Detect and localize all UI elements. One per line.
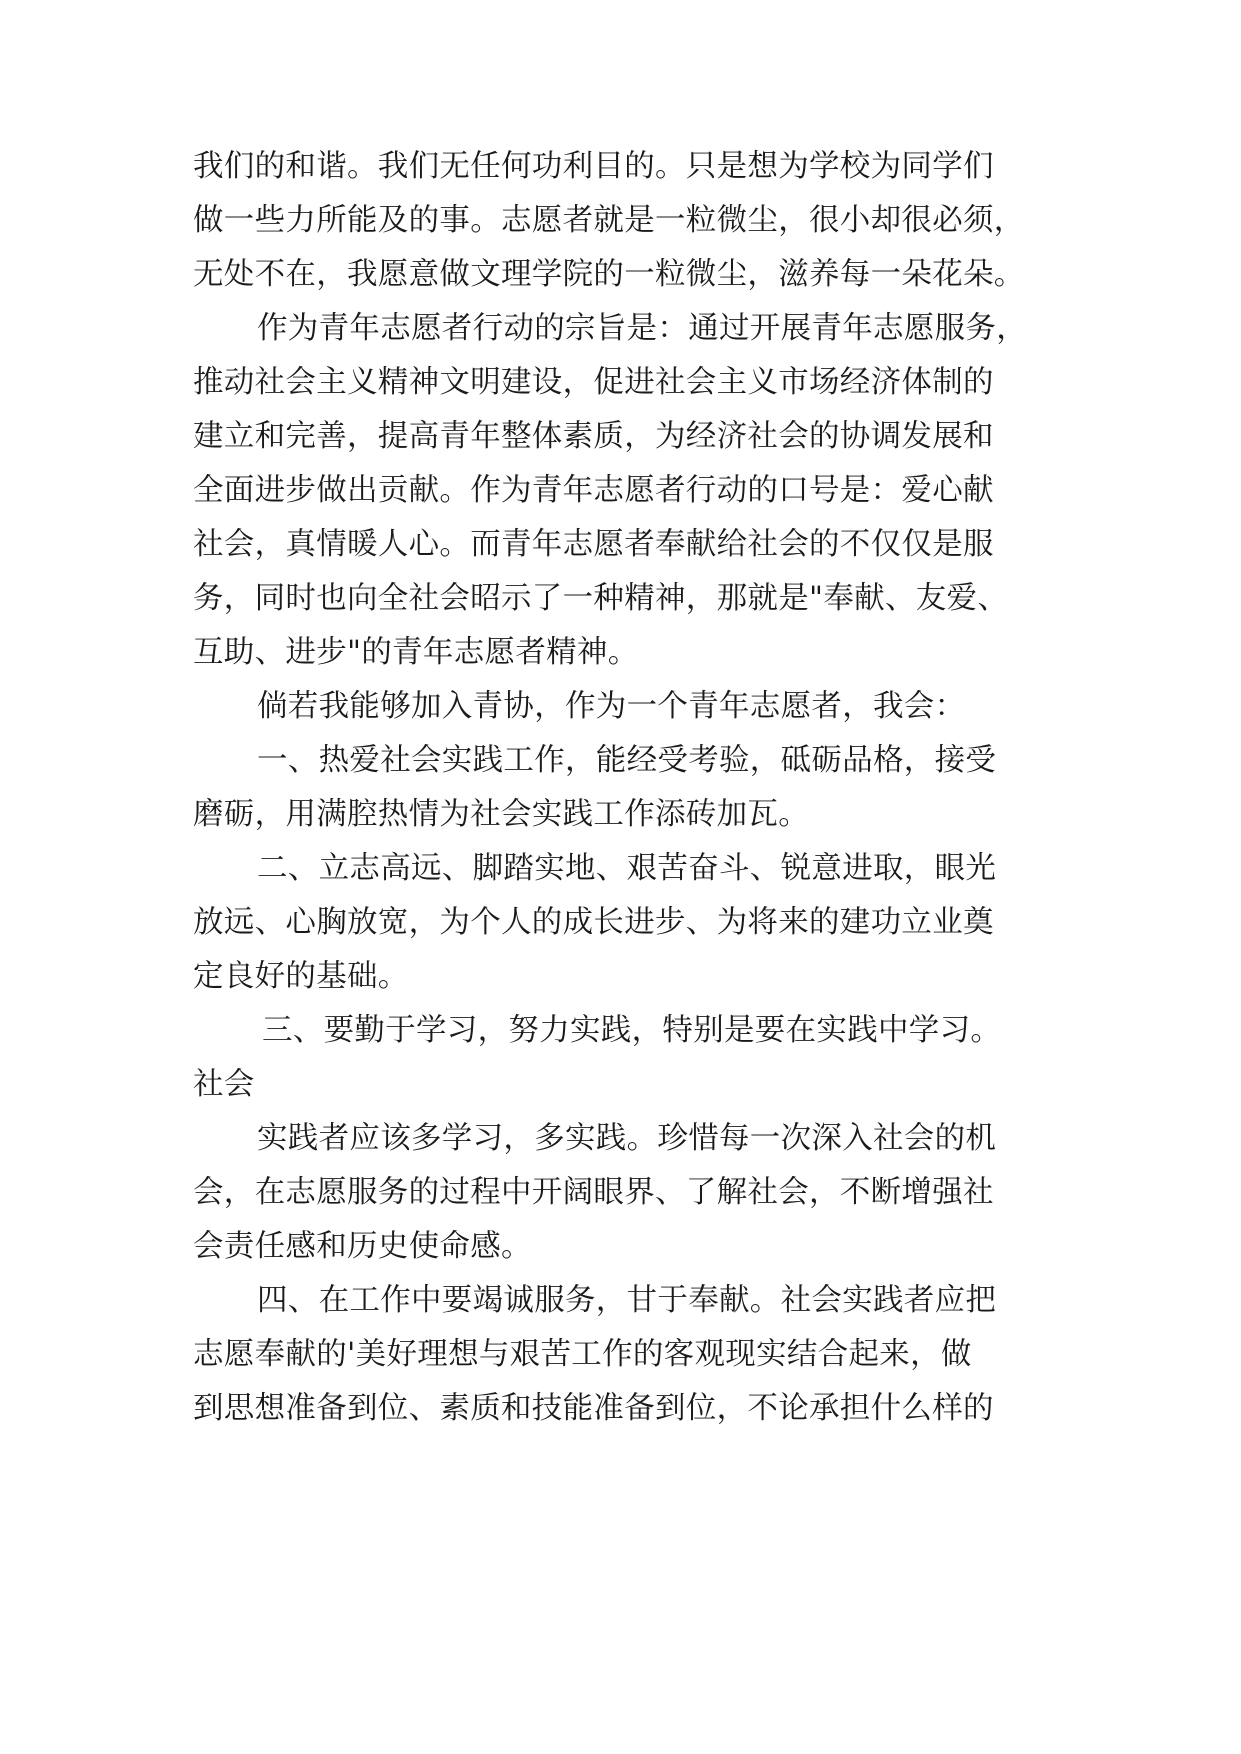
text-line: 作为青年志愿者行动的宗旨是：通过开展青年志愿服务， <box>257 311 1027 346</box>
text-line: 磨砺，用满腔热情为社会实践工作添砖加瓦。 <box>193 797 809 832</box>
text-line: 建立和完善，提高青年整体素质，为经济社会的协调发展和 <box>193 419 994 454</box>
text-line: 四、在工作中要竭诚服务，甘于奉献。社会实践者应把 <box>257 1283 997 1318</box>
text-line: 无处不在，我愿意做文理学院的一粒微尘，滋养每一朵花朵。 <box>193 257 1025 292</box>
text-line: 实践者应该多学习，多实践。珍惜每一次深入社会的机 <box>257 1121 997 1156</box>
text-line: 互助、进步"的青年志愿者精神。 <box>193 635 639 670</box>
text-line: 定良好的基础。 <box>193 959 409 994</box>
text-line: 全面进步做出贡献。作为青年志愿者行动的口号是：爱心献 <box>193 473 994 508</box>
text-line: 我们的和谐。我们无任何功利目的。只是想为学校为同学们 <box>193 149 994 184</box>
text-line: 务，同时也向全社会昭示了一种精神，那就是"奉献、友爱、 <box>193 581 1009 616</box>
text-line: 到思想准备到位、素质和技能准备到位，不论承担什么样的 <box>193 1391 994 1426</box>
text-line: 社会，真情暖人心。而青年志愿者奉献给社会的不仅仅是服 <box>193 527 994 562</box>
text-line: 放远、心胸放宽，为个人的成长进步、为将来的建功立业奠 <box>193 905 994 940</box>
text-line: 社会 <box>193 1067 255 1102</box>
text-line: 一、热爱社会实践工作，能经受考验，砥砺品格，接受 <box>257 743 997 778</box>
text-line: 二、立志高远、脚踏实地、艰苦奋斗、锐意进取，眼光 <box>257 851 997 886</box>
text-line: 志愿奉献的'美好理想与艰苦工作的客观现实结合起来，做 <box>193 1337 972 1372</box>
text-line: 推动社会主义精神文明建设，促进社会主义市场经济体制的 <box>193 365 994 400</box>
text-line: 会，在志愿服务的过程中开阔眼界、了解社会，不断增强社 <box>193 1175 994 1210</box>
text-line: 会责任感和历史使命感。 <box>193 1229 532 1264</box>
text-line: 倘若我能够加入青协，作为一个青年志愿者，我会： <box>257 689 966 724</box>
text-line: 三、要勤于学习，努力实践，特别是要在实践中学习。 <box>262 1013 1002 1048</box>
text-line: 做一些力所能及的事。志愿者就是一粒微尘，很小却很必须， <box>193 203 1025 238</box>
